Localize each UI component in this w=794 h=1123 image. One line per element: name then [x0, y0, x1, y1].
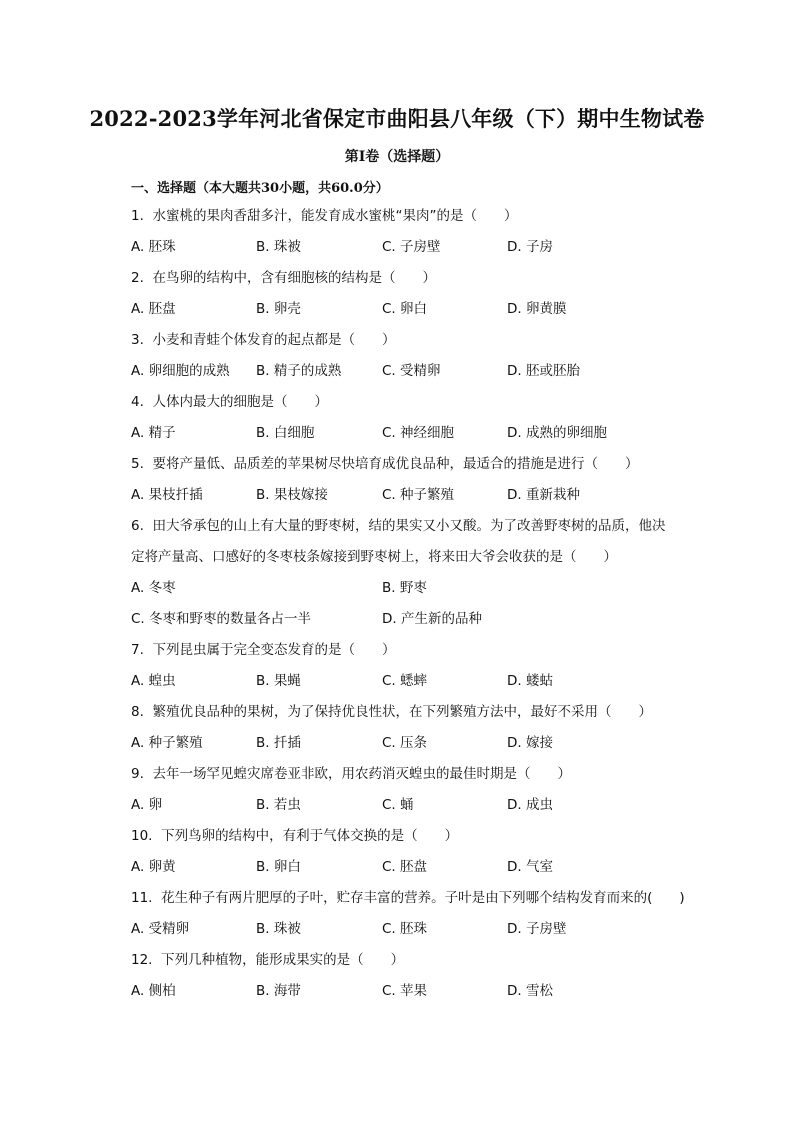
option-b: B. 扦插: [256, 735, 301, 751]
option-d: D. 产生新的品种: [382, 611, 482, 627]
question-options: [131, 732, 701, 763]
option-d: D. 成熟的卵细胞: [507, 425, 607, 441]
option-d: D. 嫁接: [507, 735, 553, 751]
option-b: B. 白细胞: [256, 425, 315, 441]
question-options: [131, 856, 701, 887]
question-options: [131, 236, 701, 267]
option-d: D. 子房: [507, 239, 553, 255]
option-c: C. 子房壁: [382, 239, 441, 255]
option-a: A. 受精卵: [131, 921, 190, 937]
option-b: B. 卵壳: [256, 301, 301, 317]
exam-subtitle: 第I卷（选择题）: [344, 149, 450, 165]
question-stem: 9. 去年一场罕见蝗灾席卷亚非欧，用农药消灭蝗虫的最佳时期是（ ）: [131, 766, 571, 782]
question-options: [131, 608, 701, 639]
question-stem: 12. 下列几种植物，能形成果实的是（ ）: [131, 952, 405, 968]
question-options: [131, 980, 701, 1011]
option-a: A. 卵: [131, 797, 163, 813]
option-c: C. 胚盘: [382, 859, 428, 875]
question-options: [131, 298, 701, 329]
option-a: A. 果枝扦插: [131, 487, 203, 503]
option-b: B. 卵白: [256, 859, 301, 875]
question-stem: 2. 在鸟卵的结构中，含有细胞核的结构是（ ）: [131, 270, 436, 286]
question-stem: 8. 繁殖优良品种的果树，为了保持优良性状，在下列繁殖方法中，最好不采用（ ）: [131, 704, 652, 720]
option-a: A. 种子繁殖: [131, 735, 203, 751]
option-c: C. 受精卵: [382, 363, 441, 379]
option-d: D. 雪松: [507, 983, 553, 999]
option-a: A. 冬枣: [131, 580, 176, 596]
option-c: C. 神经细胞: [382, 425, 455, 441]
option-c: C. 卵白: [382, 301, 428, 317]
question-stem: 11. 花生种子有两片肥厚的子叶，贮存丰富的营养。子叶是由下列哪个结构发育而来的( ): [131, 890, 685, 906]
option-c: C. 蟋蟀: [382, 673, 428, 689]
question-stem: 5. 要将产量低、品质差的苹果树尽快培育成优良品种，最适合的措施是进行（ ）: [131, 456, 639, 472]
question-stem: 7. 下列昆虫属于完全变态发育的是（ ）: [131, 642, 396, 658]
option-a: A. 胚珠: [131, 239, 176, 255]
option-a: A. 蝗虫: [131, 673, 176, 689]
option-a: A. 胚盘: [131, 301, 176, 317]
option-a: A. 卵黄: [131, 859, 176, 875]
option-b: B. 珠被: [256, 239, 301, 255]
exam-title: 2022-2023学年河北省保定市曲阳县八年级（下）期中生物试卷: [89, 106, 705, 131]
option-d: D. 蝼蛄: [507, 673, 553, 689]
question-stem: 1. 水蜜桃的果肉香甜多汁，能发育成水蜜桃“果肉”的是（ ）: [131, 208, 518, 224]
question-options: [131, 918, 701, 949]
question-options: [131, 484, 701, 515]
option-b: B. 精子的成熟: [256, 363, 342, 379]
question-stem: 3. 小麦和青蛙个体发育的起点都是（ ）: [131, 332, 396, 348]
section-heading: 一、选择题（本大题共30小题，共60.0分）: [131, 181, 389, 196]
option-c: C. 种子繁殖: [382, 487, 455, 503]
option-b: B. 海带: [256, 983, 301, 999]
option-d: D. 卵黄膜: [507, 301, 567, 317]
option-d: D. 子房壁: [507, 921, 567, 937]
option-d: D. 胚或胚胎: [507, 363, 580, 379]
option-d: D. 重新栽种: [507, 487, 580, 503]
question-stem: 4. 人体内最大的细胞是（ ）: [131, 394, 328, 410]
option-b: B. 珠被: [256, 921, 301, 937]
question-options: [131, 670, 701, 701]
question-options: [131, 422, 701, 453]
option-c: C. 苹果: [382, 983, 428, 999]
option-b: B. 果蝇: [256, 673, 301, 689]
question-stem: 10. 下列鸟卵的结构中，有利于气体交换的是（ ）: [131, 828, 459, 844]
option-a: A. 精子: [131, 425, 176, 441]
option-c: C. 胚珠: [382, 921, 428, 937]
option-d: D. 气室: [507, 859, 553, 875]
question-options: [131, 577, 701, 608]
option-b: B. 果枝嫁接: [256, 487, 328, 503]
question-list: [131, 205, 701, 1011]
option-c: C. 压条: [382, 735, 428, 751]
option-d: D. 成虫: [507, 797, 553, 813]
option-a: A. 侧柏: [131, 983, 176, 999]
question-stem-continued: 定将产量高、口感好的冬枣枝条嫁接到野枣树上，将来田大爷会收获的是（ ）: [131, 549, 617, 565]
option-c: C. 冬枣和野枣的数量各占一半: [131, 611, 312, 627]
question-options: [131, 794, 701, 825]
option-a: A. 卵细胞的成熟: [131, 363, 230, 379]
question-stem: 6. 田大爷承包的山上有大量的野枣树，结的果实又小又酸。为了改善野枣树的品质，他决: [131, 518, 666, 534]
option-b: B. 若虫: [256, 797, 301, 813]
option-b: B. 野枣: [382, 580, 427, 596]
option-c: C. 蛹: [382, 797, 414, 813]
question-options: [131, 360, 701, 391]
